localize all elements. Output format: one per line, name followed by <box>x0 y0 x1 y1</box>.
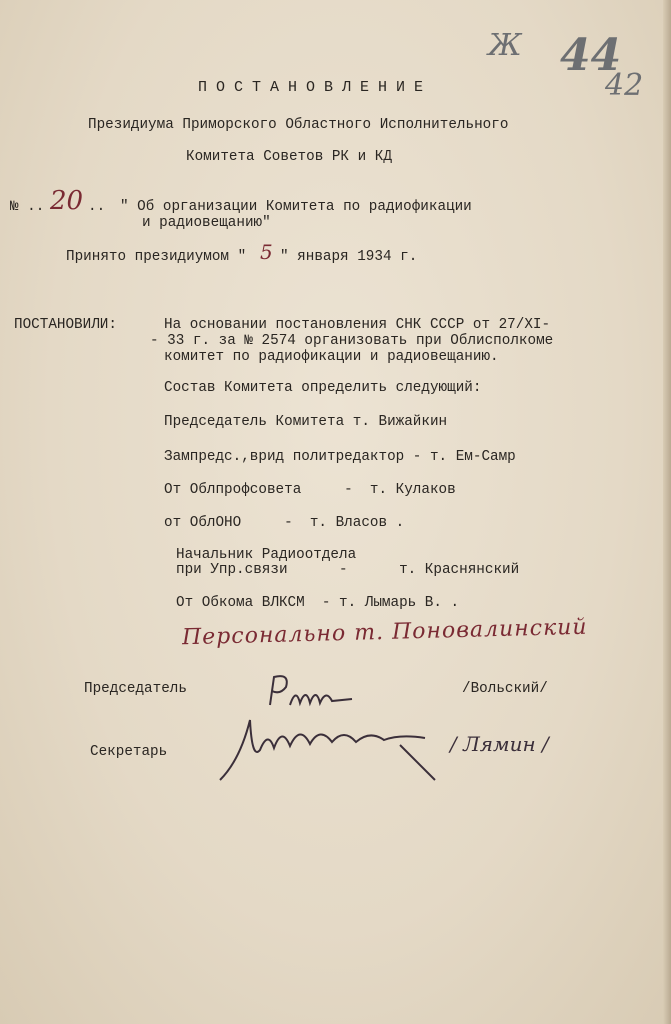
member-line: От Облпрофсовета - т. Кулаков <box>164 482 456 498</box>
issuer-line: Комитета Советов РК и КД <box>186 149 392 165</box>
adopted-line: Принято президиумом " <box>66 249 247 265</box>
archive-mark: Ж <box>488 28 522 63</box>
resolution-text: - 33 г. за № 2574 организовать при Облисполкоме <box>150 333 554 349</box>
chairman-name: /Вольский/ <box>462 681 548 697</box>
resolution-text: комитет по радиофикации и радиовещанию. <box>164 349 499 365</box>
member-line: от ОблОНО - т. Власов . <box>164 515 405 531</box>
secretary-label: Секретарь <box>90 744 168 760</box>
member-line: Начальник Радиоотдела <box>176 547 357 563</box>
adopted-day: 5 <box>260 240 273 264</box>
secretary-name: / Лямин / <box>450 732 549 756</box>
composition-heading: Состав Комитета определить следующий: <box>164 380 482 396</box>
member-line: Зампредс.,врид политредактор - т. Ем-Самр <box>164 449 516 465</box>
resolution-label: ПОСТАНОВИЛИ: <box>14 317 117 333</box>
decree-number-suffix: .. <box>88 199 106 215</box>
decree-subject: и радиовещанию" <box>142 215 271 231</box>
chairman-label: Председатель <box>84 681 187 697</box>
decree-number: 20 <box>50 186 84 216</box>
decree-subject: " Об организации Комитета по радиофикации <box>120 199 472 215</box>
secretary-signature <box>210 700 460 790</box>
member-line: От Обкома ВЛКСМ - т. Лымарь В. . <box>176 595 460 611</box>
handwritten-addition: Персонально т. Поновалинский <box>181 614 588 651</box>
resolution-text: На основании постановления СНК СССР от 27/XI- <box>164 317 551 333</box>
decree-number-label: № .. <box>10 199 45 215</box>
adopted-date: " января 1934 г. <box>280 249 418 265</box>
issuer-line: Президиума Приморского Областного Исполнительного <box>88 117 509 133</box>
archive-mark: 44 <box>560 30 622 81</box>
member-line: Председатель Комитета т. Вижайкин <box>164 414 448 430</box>
member-line: при Упр.связи - т. Краснянский <box>176 562 520 578</box>
document-title: П О С Т А Н О В Л Е Н И Е <box>198 79 424 96</box>
page-edge <box>663 0 671 1024</box>
archive-mark: 42 <box>605 68 644 103</box>
